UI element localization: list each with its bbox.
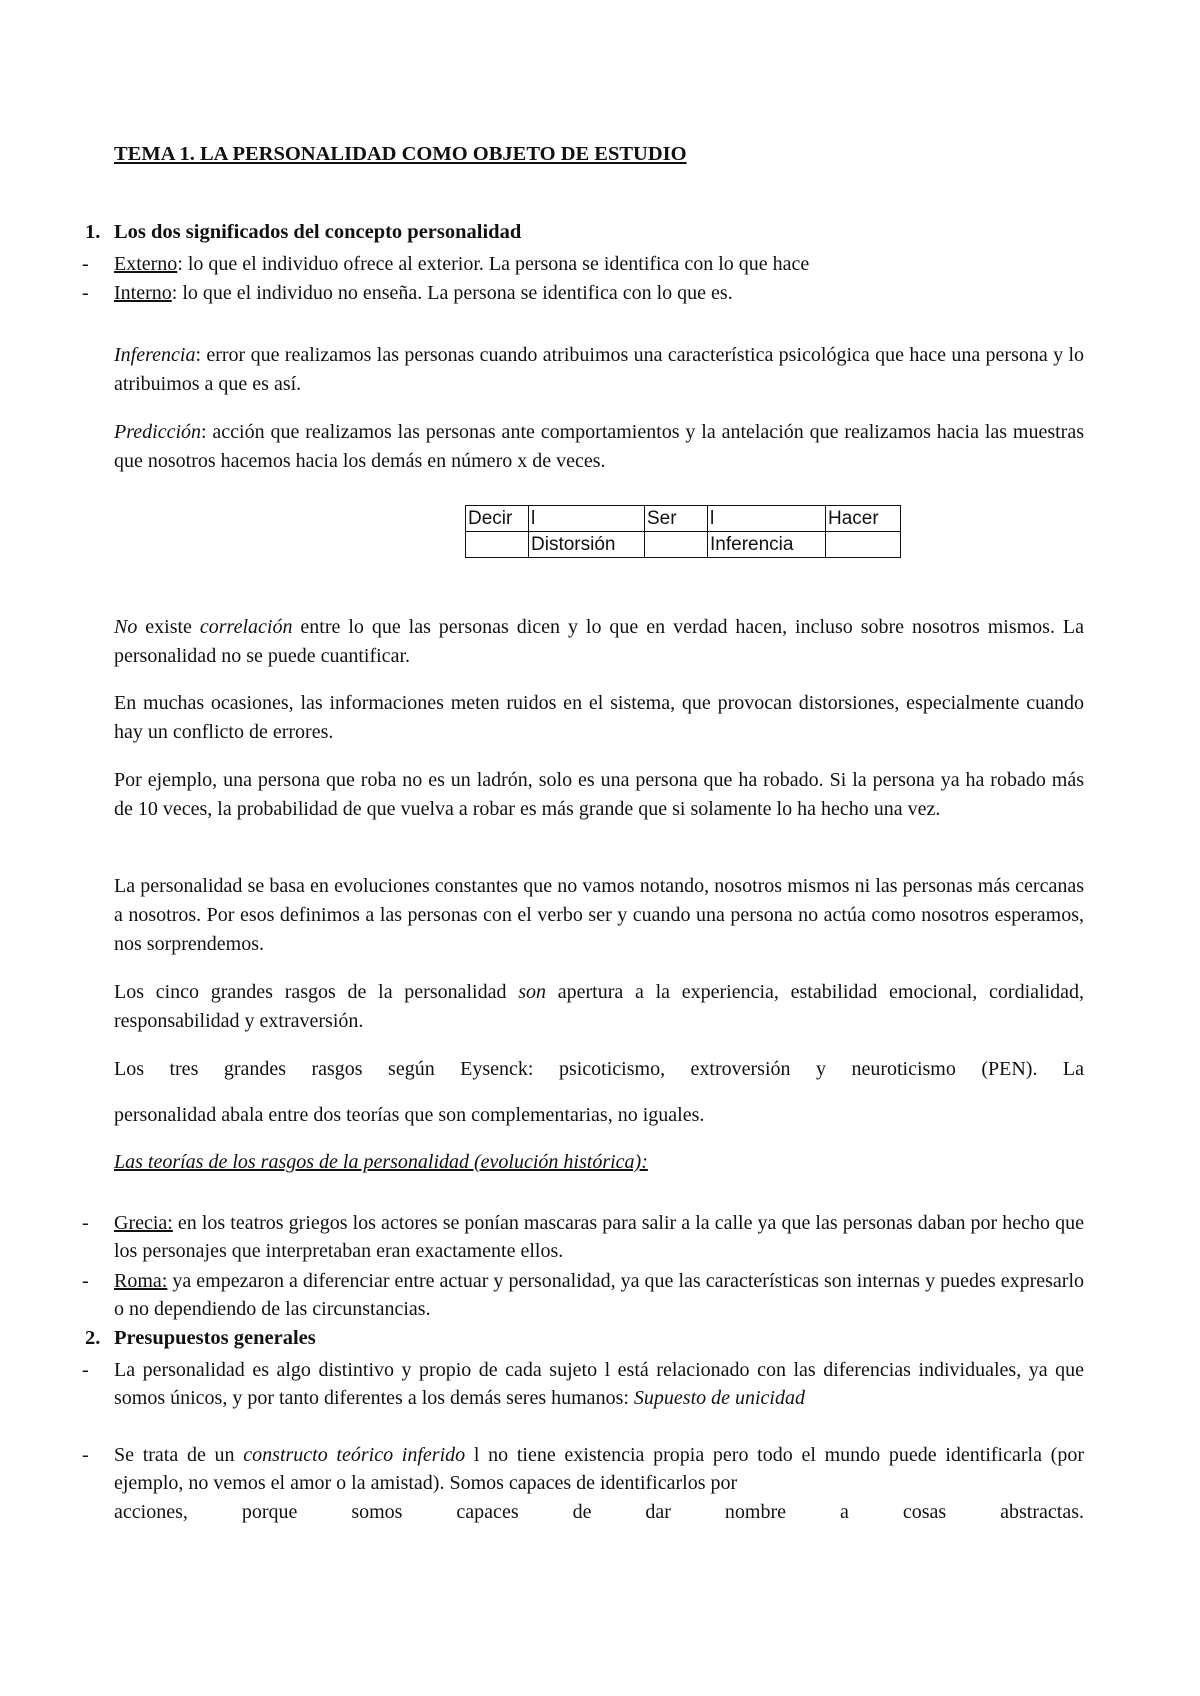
list-dash: - xyxy=(82,282,89,304)
table-cell: Ser xyxy=(645,506,708,532)
text-span: Se trata de un xyxy=(114,1444,244,1466)
table-cell xyxy=(466,532,529,558)
paragraph-prediccion xyxy=(114,418,1084,476)
definition-prediccion: : acción que realizamos las personas ante comportamientos y la antelación que realizamos hacia las muestras que nosotros hacemos hacia los demás en número x de veces. xyxy=(114,421,1084,472)
paragraph-correlacion xyxy=(114,613,1084,671)
definition-externo: : lo que el individuo ofrece al exterior. La persona se identifica con lo que hace xyxy=(177,253,810,275)
term-interno: Interno xyxy=(114,282,172,304)
list-item-grecia xyxy=(82,1209,1084,1265)
emphasis-constructo: constructo teórico inferido xyxy=(243,1444,466,1466)
table-cell: l xyxy=(529,506,645,532)
list-item-interno xyxy=(82,279,1084,307)
table-cell: Hacer xyxy=(826,506,901,532)
table-cell xyxy=(826,532,901,558)
list-item-constructo xyxy=(82,1441,1085,1497)
paragraph-cinco-rasgos xyxy=(114,978,1084,1036)
emphasis-correlacion: correlación xyxy=(199,616,293,638)
section-1-number: 1. xyxy=(85,221,101,243)
text-span: Los cinco grandes rasgos de la personalidad xyxy=(114,981,519,1003)
text-span: existe xyxy=(137,616,200,638)
text-span: entre lo que las personas dicen y lo que en verdad hacen, incluso sobre nosotros mismos. La personalidad no se puede cuantificar. xyxy=(114,616,1084,667)
paragraph-evoluciones: La personalidad se basa en evoluciones constantes que no vamos notando, nosotros mismos ni las personas más cercanas a nosotros. Por esos definimos a las personas con el verbo ser y cuando una persona no actúa como nosotros esperamos, nos sorprendemos. xyxy=(114,875,1084,955)
definition-interno: : lo que el individuo no enseña. La persona se identifica con lo que es. xyxy=(171,282,733,304)
comparison-table xyxy=(465,505,901,558)
list-dash: - xyxy=(82,1212,89,1234)
text-span: l no tiene existencia propia pero todo el mundo puede identificarla (por ejemplo, no vemos el amor o la amistad). Somos capaces de identificarlos por xyxy=(114,1444,1085,1494)
section-1-heading-text: Los dos significados del concepto personalidad xyxy=(114,221,522,243)
text-span: en los teatros griegos los actores se ponían mascaras para salir a la calle ya que las personas daban por hecho que los personajes que interpretaban eran exactamente ellos. xyxy=(114,1212,1084,1262)
term-externo: Externo xyxy=(114,253,178,275)
list-dash: - xyxy=(82,1444,89,1466)
table-cell xyxy=(645,532,708,558)
definition-inferencia: : error que realizamos las personas cuando atribuimos una característica psicológica que hace una persona y lo atribuimos a que es así. xyxy=(114,344,1084,395)
text-span: ya empezaron a diferenciar entre actuar y personalidad, ya que las características son internas y puedes expresarlo o no dependiendo de las circunstancias. xyxy=(114,1270,1084,1320)
text-span: La personalidad es algo distintivo y propio de cada sujeto l está relacionado con las diferencias individuales, ya que somos únicos, y por tanto diferentes a los demás seres humanos: xyxy=(114,1359,1084,1409)
list-dash: - xyxy=(82,1270,89,1292)
paragraph-eysenck-line1: Los tres grandes rasgos según Eysenck: psicoticismo, extroversión y neuroticismo (PEN). La xyxy=(114,1058,1084,1080)
list-item-externo xyxy=(82,250,1084,278)
table-cell: Inferencia xyxy=(708,532,826,558)
document-title: TEMA 1. LA PERSONALIDAD COMO OBJETO DE ESTUDIO xyxy=(114,143,687,165)
section-2-number: 2. xyxy=(85,1327,101,1349)
emphasis-unicidad: Supuesto de unicidad xyxy=(633,1387,805,1409)
term-roma: Roma: xyxy=(114,1270,168,1292)
table-cell: Distorsión xyxy=(529,532,645,558)
table-row xyxy=(466,506,901,532)
emphasis-no: No xyxy=(114,616,138,638)
section-2-heading-text: Presupuestos generales xyxy=(114,1327,316,1349)
list-item-constructo-last-line: acciones, porque somos capaces de dar nombre a cosas abstractas. xyxy=(114,1501,1084,1523)
term-grecia: Grecia: xyxy=(114,1212,173,1234)
term-inferencia: Inferencia xyxy=(114,344,196,366)
paragraph-distorsiones: En muchas ocasiones, las informaciones meten ruidos en el sistema, que provocan distorsiones, especialmente cuando hay un conflicto de errores. xyxy=(114,692,1084,743)
text-span: apertura a la experiencia, estabilidad emocional, cordialidad, responsabilidad y extraversión. xyxy=(114,981,1084,1032)
emphasis-son: son xyxy=(518,981,547,1003)
paragraph-eysenck-line2: personalidad abala entre dos teorías que son complementarias, no iguales. xyxy=(114,1104,705,1126)
section-2-heading xyxy=(85,1327,316,1350)
table-cell: Decir xyxy=(466,506,529,532)
paragraph-ejemplo: Por ejemplo, una persona que roba no es un ladrón, solo es una persona que ha robado. Si la persona ya ha robado más de 10 veces, la probabilidad de que vuelva a robar es más grande que si solamente lo ha hecho una vez. xyxy=(114,769,1084,820)
paragraph-inferencia xyxy=(114,341,1084,399)
list-item-unicidad xyxy=(82,1356,1084,1412)
theories-heading: Las teorías de los rasgos de la personalidad (evolución histórica): xyxy=(114,1151,648,1173)
list-dash: - xyxy=(82,1359,89,1381)
list-item-roma xyxy=(82,1267,1084,1323)
term-prediccion: Predicción xyxy=(114,421,202,443)
table-cell: l xyxy=(708,506,826,532)
table-row xyxy=(466,532,901,558)
list-dash: - xyxy=(82,253,89,275)
section-1-heading xyxy=(85,221,522,244)
